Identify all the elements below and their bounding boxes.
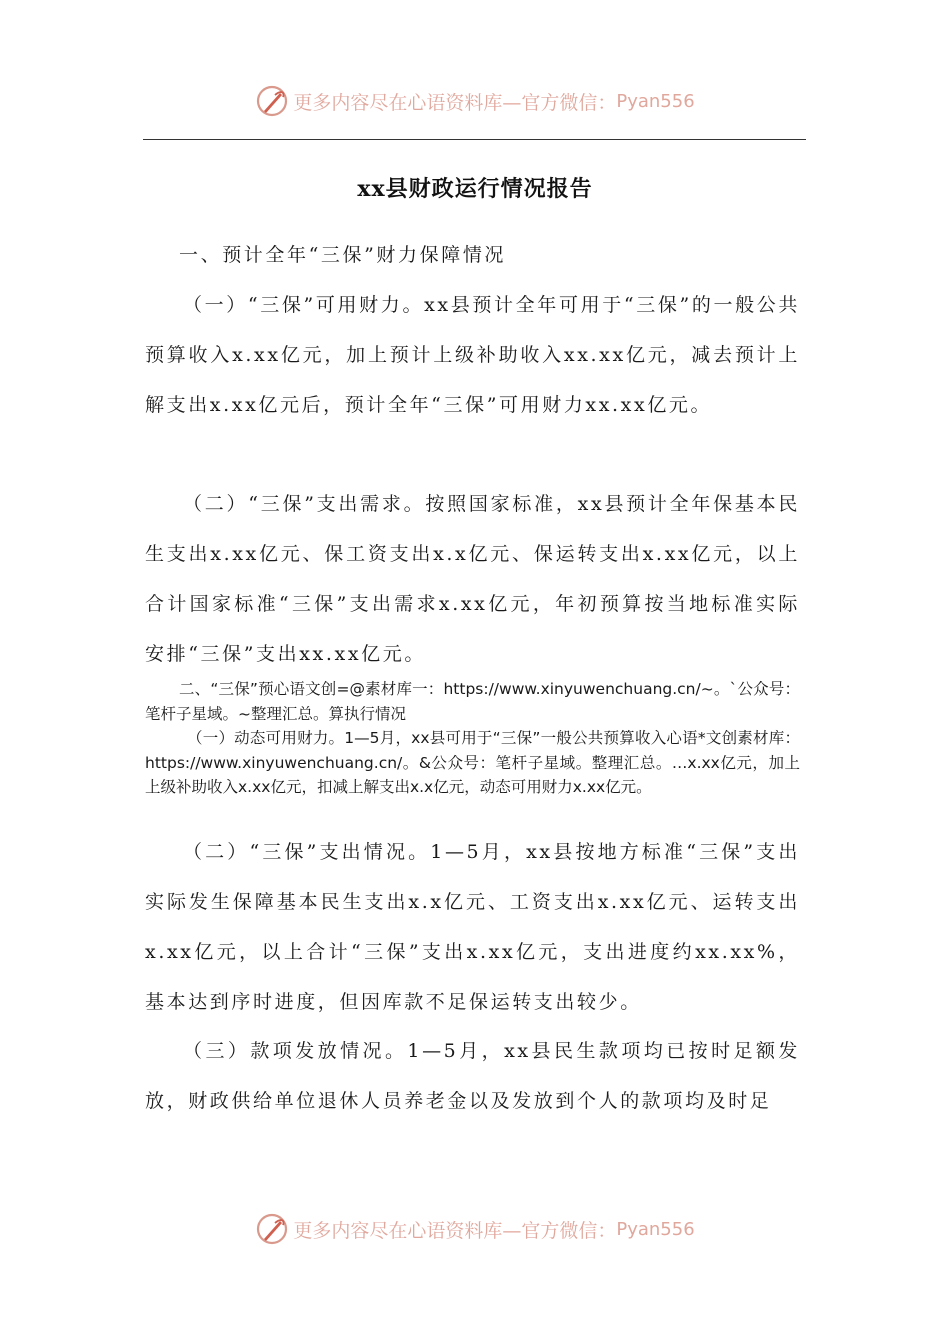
header-banner-handle: Pyan556 <box>616 90 695 112</box>
section-heading-1: 一、预计全年“三保”财力保障情况 <box>179 244 507 266</box>
quill-logo-icon <box>255 84 289 118</box>
header-divider <box>143 139 806 140</box>
paragraph-expenditure-needs: （二）“三保”支出需求。按照国家标准，xx县预计全年保基本民生支出x.xx亿元、保工资支出x.x亿元、保运转支出x.xx亿元，以上合计国家标准“三保”支出需求x.xx亿元，年初预算按当地标准实际安排“三保”支出xx.xx亿元。 <box>145 493 800 665</box>
quill-logo-icon <box>255 1212 289 1246</box>
footer-banner-text: 更多内容尽在心语资料库—官方微信： <box>293 1219 617 1242</box>
header-banner-text: 更多内容尽在心语资料库—官方微信： <box>293 91 617 114</box>
header-banner <box>0 84 950 118</box>
document-title: xx县财政运行情况报告 <box>357 176 593 202</box>
footer-banner <box>0 1212 950 1246</box>
paragraph-available-funds: （一）“三保”可用财力。xx县预计全年可用于“三保”的一般公共预算收入x.xx亿元，加上预计上级补助收入xx.xx亿元，减去预计上解支出x.xx亿元后，预计全年“三保”可用财力xx.xx亿元。 <box>145 294 800 416</box>
section-heading-2: 二、“三保”预心语文创=@素材库一：https://www.xinyuwenchuang.cn/~。`公众号：笔杆子星域。~整理汇总。算执行情况 <box>145 680 800 723</box>
paragraph-payment-status: （三）款项发放情况。1—5月，xx县民生款项均已按时足额发放，财政供给单位退休人员养老金以及发放到个人的款项均及时足 <box>145 1040 800 1112</box>
paragraph-expenditure-status: （二）“三保”支出情况。1—5月，xx县按地方标准“三保”支出实际发生保障基本民生支出x.x亿元、工资支出x.xx亿元、运转支出x.xx亿元，以上合计“三保”支出x.xx亿元，支出进度约xx.xx%，基本达到序时进度，但因库款不足保运转支出较少。 <box>145 841 800 1013</box>
footer-banner-handle: Pyan556 <box>616 1218 695 1240</box>
paragraph-dynamic-funds: （一）动态可用财力。1—5月，xx县可用于“三保”一般公共预算收入心语*文创素材库：https://www.xinyuwenchuang.cn/。&公众号：笔杆子星域。整理汇总。…x.xx亿元，加上上级补助收入x.xx亿元，扣减上解支出x.x亿元，动态可用财力x.xx亿元。 <box>145 729 800 796</box>
